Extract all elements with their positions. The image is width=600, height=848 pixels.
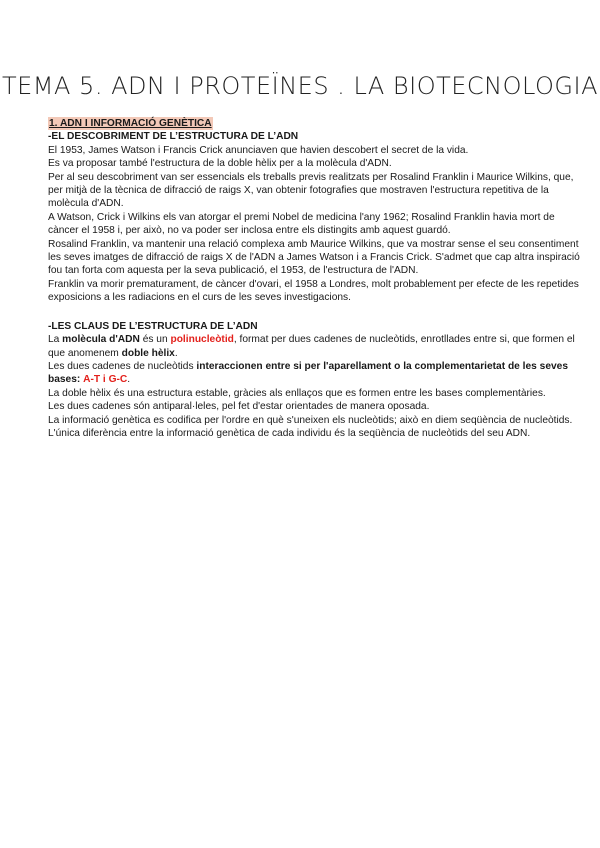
- paragraph: Rosalind Franklin, va mantenir una relació complexa amb Maurice Wilkins, que va mostrar sense el seu consentiment les seves imatges de difracció de raigs X de l'ADN a James Watson i a Francis Crick. S'admet que cap altra inspiració fou tan forta com aquesta per la seva publicació, el 1953, de l'estructura de l'ADN.: [48, 238, 580, 277]
- paragraph-base-pairing: [48, 360, 583, 387]
- term-base-pairs: A-T i G-C: [83, 374, 128, 386]
- paragraph: A Watson, Crick i Wilkins els van atorgar el premi Nobel de medicina l'any 1962; Rosalind Franklin havia mort de càncer el 1958 i, per això, no va poder ser inclosa entre els distingits amb aquest guardó.: [48, 211, 555, 237]
- paragraph: La doble hèlix és una estructura estable, gràcies als enllaços que es formen entre les bases complementàries.: [48, 387, 546, 399]
- text: Les dues cadenes de nucleòtids: [48, 360, 197, 372]
- text: .: [174, 347, 178, 359]
- term-complementarity: interaccionen entre si per l'aparellament o la complementarietat de les seves bases:: [48, 360, 568, 386]
- subsection-heading-structure: -LES CLAUS DE L’ESTRUCTURA DE L’ADN: [48, 320, 258, 332]
- paragraph: La informació genètica es codifica per l'ordre en què s'uneixen els nucleòtids; això en diem seqüència de nucleòtids.: [48, 414, 573, 426]
- paragraph: Es va proposar també l'estructura de la doble hèlix per a la molècula d'ADN.: [48, 158, 392, 170]
- text: , format per dues cadenes de nucleòtids, enrotllades entre si, que formen el que anomenem: [48, 334, 575, 359]
- document-title: TEMA 5. ADN I PROTEÏNES . LA BIOTECNOLOGIA: [1, 72, 599, 100]
- document-body: [48, 117, 583, 440]
- subsection-heading-discovery: -EL DESCOBRIMENT DE L’ESTRUCTURA DE L’ADN: [48, 131, 299, 143]
- term-dna-molecule: molècula d'ADN: [62, 334, 140, 346]
- text: .: [127, 374, 131, 386]
- text: és un: [139, 334, 171, 346]
- term-double-helix: doble hèlix: [121, 347, 175, 359]
- section-heading: 1. ADN I INFORMACIÓ GENÈTICA: [49, 118, 212, 129]
- paragraph-dna-molecule: [48, 333, 583, 360]
- paragraph: Les dues cadenes són antiparal·leles, pel fet d'estar orientades de manera oposada.: [48, 401, 430, 413]
- term-polynucleotide: polinucleòtid: [170, 334, 234, 346]
- paragraph: El 1953, James Watson i Francis Crick anunciaven que havien descobert el secret de la vida.: [48, 144, 469, 156]
- paragraph: Franklin va morir prematurament, de càncer d'ovari, el 1958 a Londres, molt probablement per efecte de les repetides exposicions a les radiacions en el curs de les seves investigacions.: [48, 278, 579, 304]
- paragraph: L'única diferència entre la informació genètica de cada individu és la seqüència de nucleòtids del seu ADN.: [48, 427, 531, 439]
- paragraph: Per al seu descobriment van ser essencials els treballs previs realitzats per Rosalind Franklin i Maurice Wilkins, que, per mitjà de la tècnica de difracció de raigs X, van obtenir fotografies que mostraven l'estructura repetitiva de la molècula d'ADN.: [48, 171, 574, 210]
- text: La: [48, 334, 63, 346]
